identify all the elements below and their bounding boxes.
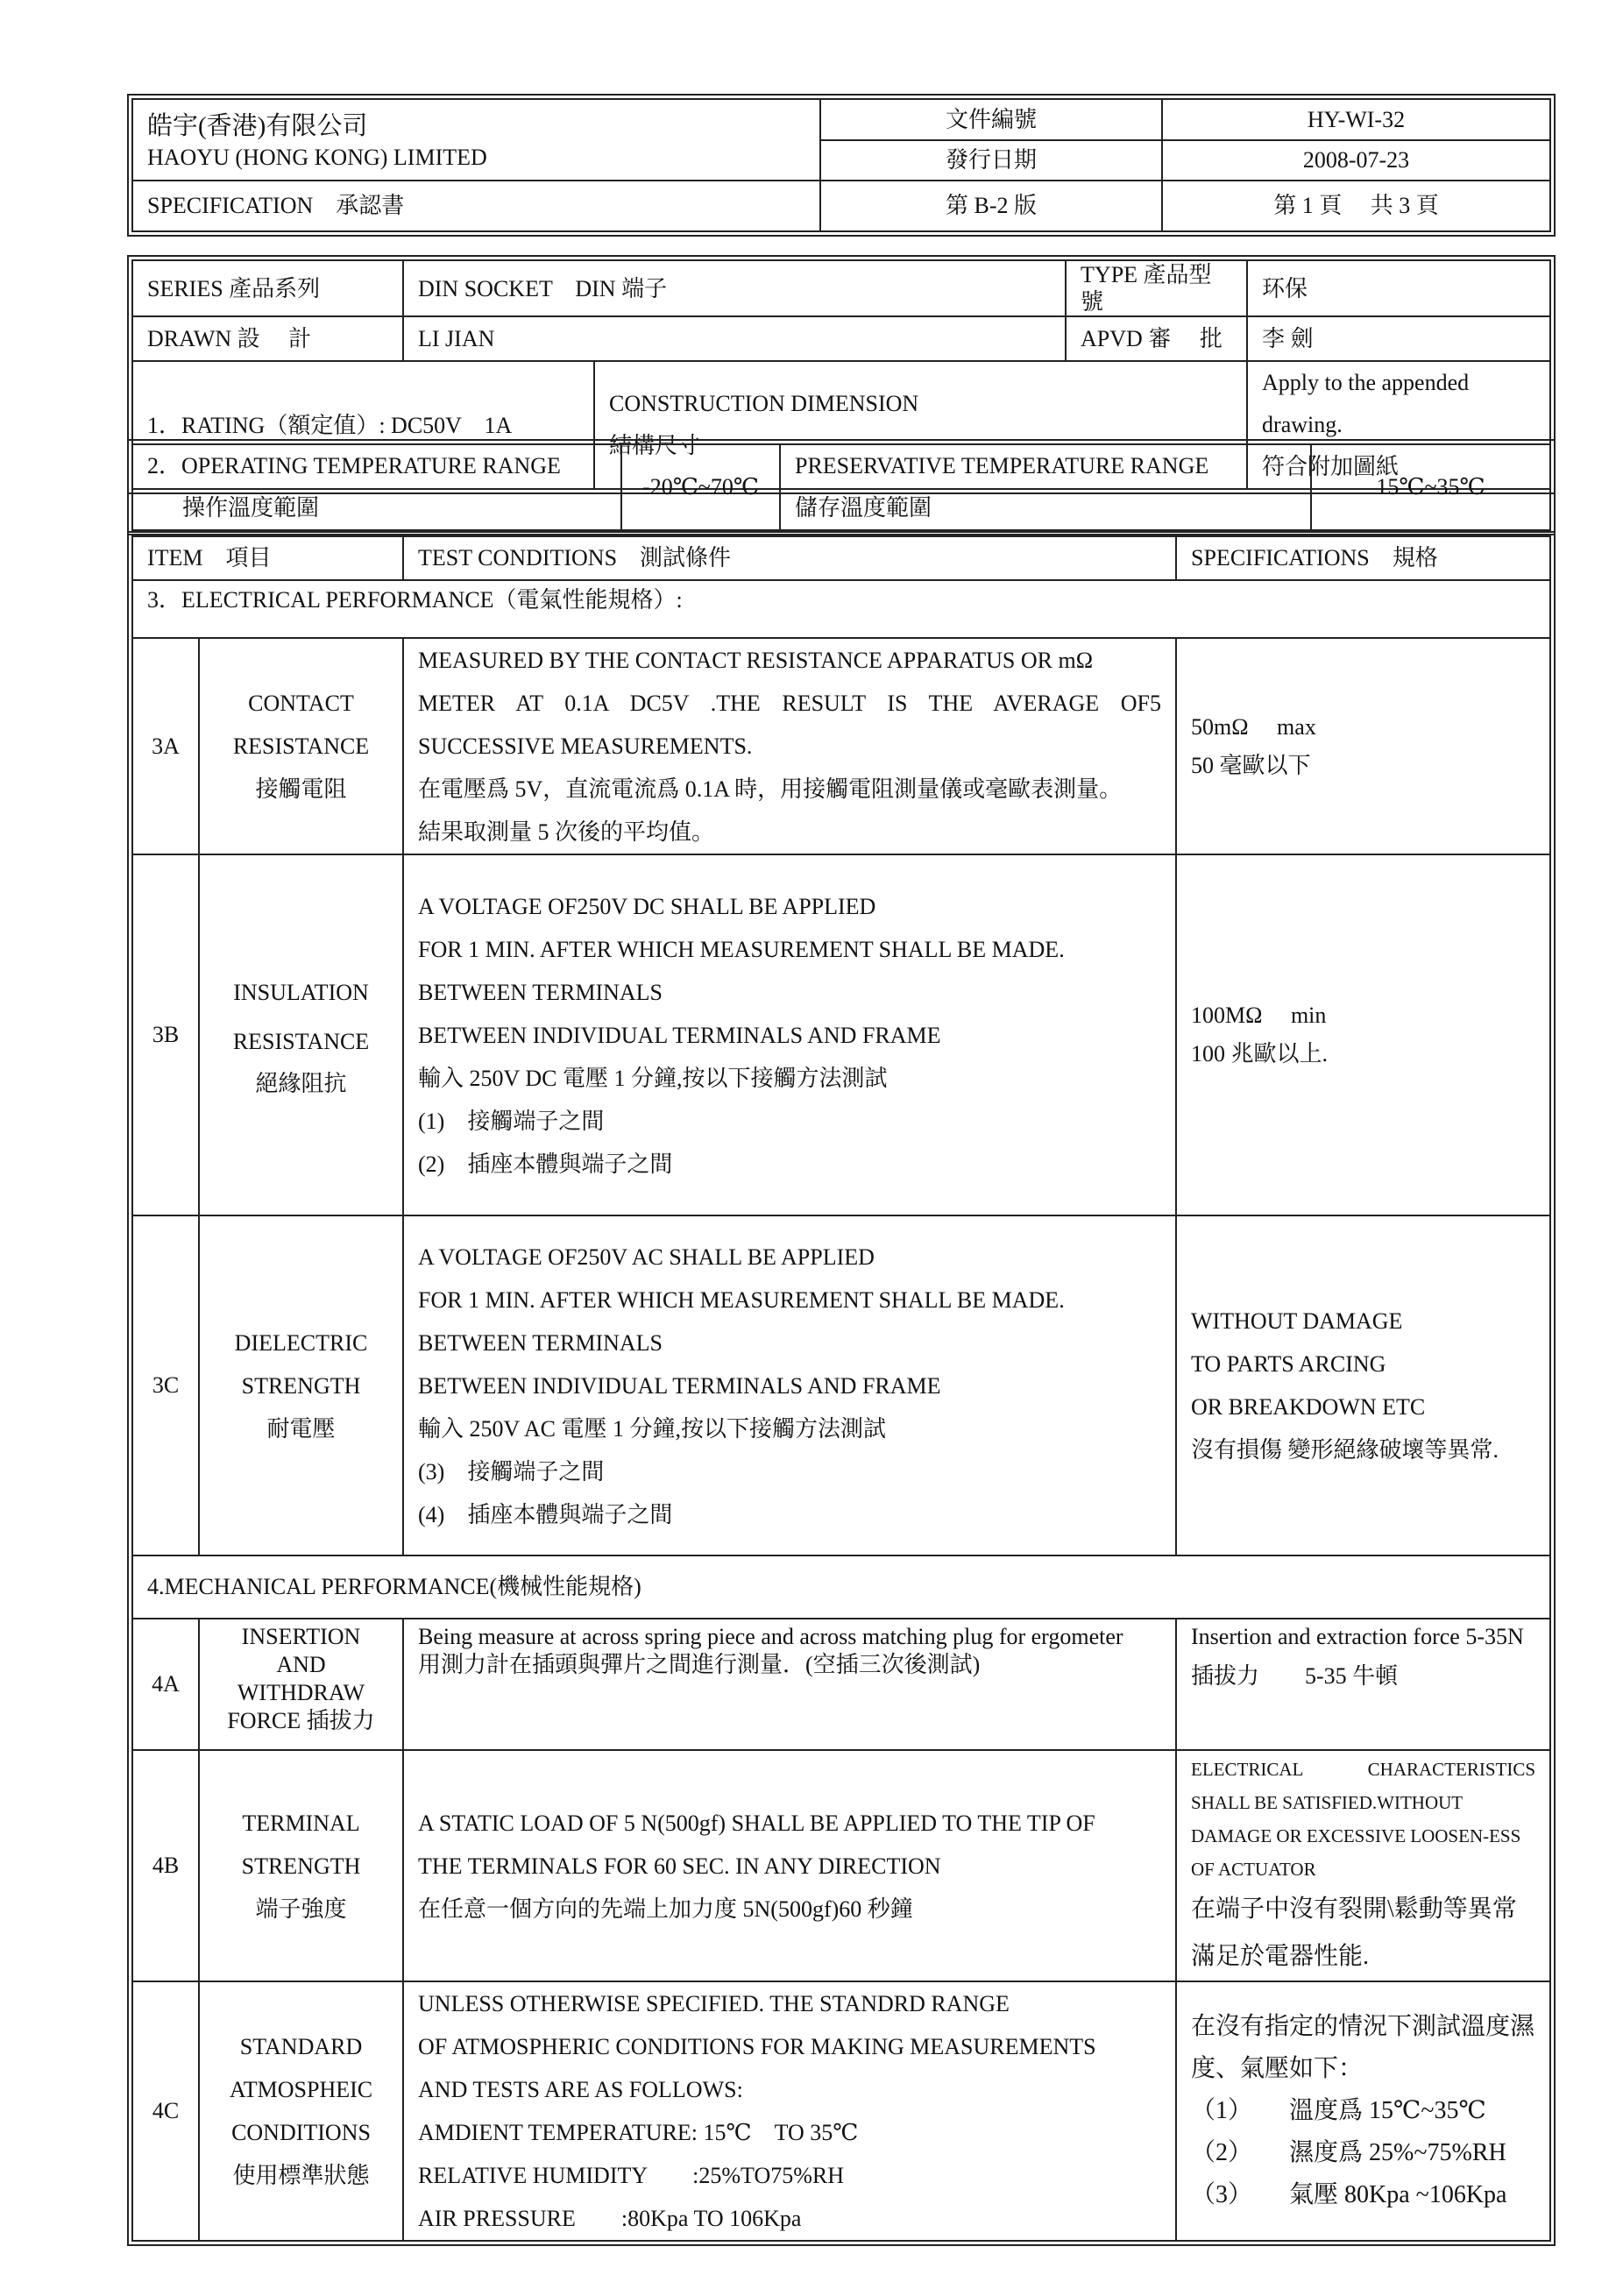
test-line: (4) 插座本體與端子之間	[418, 1501, 673, 1527]
spec-line: 100 兆歐以上.	[1191, 1041, 1329, 1067]
spec-line: 50 毫歐以下	[1191, 752, 1311, 778]
table-row	[132, 854, 1550, 1215]
issue-date-label: 發行日期	[820, 140, 1162, 181]
test-line: THE TERMINALS FOR 60 SEC. IN ANY DIRECTION	[418, 1853, 941, 1879]
item-name-line: TERMINAL	[242, 1810, 360, 1836]
spec-line: OR BREAKDOWN ETC	[1191, 1394, 1426, 1420]
item-id: 3A	[132, 638, 199, 854]
spec-line: 插拔力 5-35 牛頓	[1191, 1663, 1399, 1689]
type-value: 环保	[1247, 260, 1550, 316]
item-name	[199, 1215, 403, 1555]
test-line: 輸入 250V DC 電壓 1 分鐘,按以下接觸方法測試	[418, 1065, 888, 1091]
spec-line: （1） 溫度爲 15℃~35℃	[1191, 2097, 1486, 2124]
test-line: (1) 接觸端子之間	[418, 1108, 605, 1134]
table-row	[132, 638, 1550, 854]
apvd-label: APVD 審 批	[1066, 316, 1247, 361]
test-line: A VOLTAGE OF250V DC SHALL BE APPLIED	[418, 893, 876, 919]
item-id: 4B	[132, 1750, 199, 1981]
spec-line: （3） 氣壓 80Kpa ~106Kpa	[1191, 2181, 1507, 2208]
doc-number-value: HY-WI-32	[1162, 99, 1550, 140]
spec-line: （2） 濕度爲 25%~75%RH	[1191, 2139, 1506, 2166]
preservative-temp-en: PRESERVATIVE TEMPERATURE RANGE	[795, 453, 1209, 478]
spec-line: 滿足於電器性能.	[1191, 1943, 1370, 1970]
spec-line: DAMAGE OR EXCESSIVE LOOSEN-ESS OF ACTUATOR	[1191, 1825, 1521, 1880]
test-condition	[403, 854, 1176, 1215]
test-line: 在電壓爲 5V，直流電流爲 0.1A 時，用接觸電阻測量儀或毫歐表測量。	[418, 776, 1123, 802]
doc-number-label: 文件編號	[820, 99, 1162, 140]
document-header	[131, 98, 1551, 232]
table-row	[132, 1750, 1550, 1981]
test-condition	[403, 1215, 1176, 1555]
test-line: BETWEEN TERMINALS	[418, 979, 663, 1005]
drawn-label: DRAWN 設 計	[132, 316, 403, 361]
specification	[1176, 638, 1550, 854]
page-indicator: 第 1 頁 共 3 頁	[1162, 181, 1550, 231]
item-name-line: 絕緣阻抗	[255, 1071, 347, 1096]
item-name-line: INSULATION	[233, 980, 369, 1005]
test-condition	[403, 638, 1176, 854]
item-name-line: RESISTANCE	[232, 733, 370, 759]
specification	[1176, 1619, 1550, 1750]
item-name-line: WITHDRAW	[237, 1680, 365, 1705]
specification	[1176, 1981, 1550, 2241]
spec-line: 50mΩ max	[1191, 713, 1316, 740]
test-line: (3) 接觸端子之間	[418, 1458, 605, 1485]
spec-line: WITHOUT DAMAGE	[1191, 1308, 1403, 1334]
spec-line: 沒有損傷 變形絕緣破壞等異常.	[1191, 1437, 1499, 1463]
test-line: BETWEEN INDIVIDUAL TERMINALS AND FRAME	[418, 1022, 941, 1048]
issue-date-value: 2008-07-23	[1162, 140, 1550, 181]
test-line: FOR 1 MIN. AFTER WHICH MEASUREMENT SHALL BE MADE.	[418, 936, 1065, 962]
operating-temp-en: 2．OPERATING TEMPERATURE RANGE	[147, 453, 561, 478]
item-name-line: INSERTION	[241, 1624, 361, 1649]
column-header-spec: SPECIFICATIONS 規格	[1176, 536, 1550, 580]
column-header-row	[132, 536, 1550, 580]
test-line: 輸入 250V AC 電壓 1 分鐘,按以下接觸方法測試	[418, 1415, 887, 1442]
series-label: SERIES 產品系列	[132, 260, 403, 316]
test-line: A STATIC LOAD OF 5 N(500gf) SHALL BE APPLIED TO THE TIP OF	[418, 1810, 1095, 1836]
spec-line: 在端子中沒有裂開\鬆動等異常	[1191, 1896, 1517, 1923]
item-name-line: STRENGTH	[241, 1853, 361, 1879]
preservative-temp-cell	[780, 444, 1311, 530]
test-condition	[403, 1981, 1176, 2241]
item-name	[199, 1981, 403, 2241]
item-name-line: DIELECTRIC	[234, 1329, 368, 1356]
item-name	[199, 638, 403, 854]
item-name-line: AND	[276, 1652, 326, 1677]
item-name-line: STRENGTH	[241, 1372, 361, 1399]
version-label: 第 B-2 版	[820, 181, 1162, 231]
test-line: AMDIENT TEMPERATURE: 15℃ TO 35℃	[418, 2120, 859, 2145]
test-line: Being measure at across spring piece and across matching plug for ergometer	[418, 1624, 1123, 1649]
test-line: 結果取測量 5 次後的平均值。	[418, 819, 715, 845]
item-name	[199, 1750, 403, 1981]
test-line: RELATIVE HUMIDITY :25%TO75%RH	[418, 2163, 845, 2188]
test-line: (2) 插座本體與端子之間	[418, 1151, 673, 1177]
section-4-title: 4.MECHANICAL PERFORMANCE(機械性能規格)	[132, 1555, 1550, 1619]
item-id: 3B	[132, 854, 199, 1215]
table-row	[132, 1619, 1550, 1750]
column-header-test: TEST CONDITIONS 測試條件	[403, 536, 1176, 580]
series-value: DIN SOCKET DIN 端子	[403, 260, 1066, 316]
operating-temp-cn: 操作溫度範圍	[182, 495, 320, 521]
spec-title: SPECIFICATION 承認書	[132, 181, 820, 231]
apply-drawing-cn: 符合附加圖紙	[1262, 454, 1400, 480]
item-name-line: CONTACT	[248, 691, 354, 716]
spec-line: Insertion and extraction force 5-35N	[1191, 1624, 1524, 1649]
item-name-line: 使用標準狀態	[232, 2163, 370, 2188]
table-row	[132, 1215, 1550, 1555]
test-line: METER AT 0.1A DC5V .THE RESULT IS THE AVERAGE OF5	[418, 691, 1162, 716]
item-id: 4A	[132, 1619, 199, 1750]
specification	[1176, 1750, 1550, 1981]
test-line: BETWEEN INDIVIDUAL TERMINALS AND FRAME	[418, 1372, 941, 1399]
table-row	[132, 1981, 1550, 2241]
test-condition	[403, 1619, 1176, 1750]
spec-table	[131, 535, 1551, 2242]
test-line: AIR PRESSURE :80Kpa TO 106Kpa	[418, 2206, 802, 2231]
spec-line: TO PARTS ARCING	[1191, 1351, 1386, 1377]
operating-temp-cell	[132, 444, 621, 530]
item-name-line: FORCE 插拔力	[227, 1708, 375, 1733]
test-line: OF ATMOSPHERIC CONDITIONS FOR MAKING MEASUREMENTS	[418, 2034, 1096, 2059]
item-name-line: ATMOSPHEIC	[229, 2077, 373, 2102]
company-name-cn: 皓宇(香港)有限公司	[147, 111, 368, 140]
item-name-line: 耐電壓	[266, 1415, 336, 1442]
test-line: AND TESTS ARE AS FOLLOWS:	[418, 2077, 743, 2102]
test-line: MEASURED BY THE CONTACT RESISTANCE APPARATUS OR mΩ	[418, 648, 1094, 673]
construction-cn: 結構尺寸	[609, 433, 701, 459]
test-line: 在任意一個方向的先端上加力度 5N(500gf)60 秒鐘	[418, 1896, 913, 1922]
test-line: A VOLTAGE OF250V AC SHALL BE APPLIED	[418, 1244, 875, 1270]
rating-cell: 1．RATING（額定值）: DC50V 1A	[132, 361, 594, 489]
item-id: 4C	[132, 1981, 199, 2241]
test-line: BETWEEN TERMINALS	[418, 1329, 663, 1356]
test-line: FOR 1 MIN. AFTER WHICH MEASUREMENT SHALL BE MADE.	[418, 1286, 1065, 1313]
apply-drawing-en: Apply to the appended drawing.	[1262, 370, 1470, 438]
spec-line: 100MΩ min	[1191, 1003, 1327, 1028]
preservative-temp-value: 15℃~35℃	[1311, 444, 1550, 530]
item-name-line: STANDARD	[239, 2034, 363, 2059]
item-name	[199, 854, 403, 1215]
company-name-cell	[132, 99, 820, 181]
test-line: 用測力計在插頭與彈片之間進行測量．(空插三次後測試)	[418, 1652, 981, 1677]
drawn-value: LI JIAN	[403, 316, 1066, 361]
item-name-line: 端子強度	[255, 1896, 347, 1922]
item-name	[199, 1619, 403, 1750]
company-name-en: HAOYU (HONG KONG) LIMITED	[147, 144, 487, 170]
construction-en: CONSTRUCTION DIMENSION	[609, 391, 919, 417]
spec-line: ELECTRICAL CHARACTERISTICS SHALL BE SATISFIED.WITHOUT	[1191, 1759, 1536, 1813]
temperature-table	[131, 443, 1551, 531]
apvd-value: 李 劍	[1247, 316, 1550, 361]
specification	[1176, 854, 1550, 1215]
column-header-item: ITEM 項目	[132, 536, 403, 580]
specification	[1176, 1215, 1550, 1555]
test-line: UNLESS OTHERWISE SPECIFIED. THE STANDRD RANGE	[418, 1991, 1010, 2016]
operating-temp-value: -20℃~70℃	[621, 444, 780, 530]
test-condition	[403, 1750, 1176, 1981]
spec-line: 在沒有指定的情況下測試溫度濕度、氣壓如下：	[1191, 2013, 1535, 2082]
section-3-title: 3．ELECTRICAL PERFORMANCE（電氣性能規格）:	[132, 580, 1550, 638]
test-line: SUCCESSIVE MEASUREMENTS.	[418, 733, 753, 759]
item-name-line: RESISTANCE	[232, 1029, 370, 1054]
type-label: TYPE 產品型號	[1066, 260, 1247, 316]
item-name-line: CONDITIONS	[231, 2120, 371, 2145]
item-name-line: 接觸電阻	[255, 776, 347, 802]
item-id: 3C	[132, 1215, 199, 1555]
preservative-temp-cn: 儲存溫度範圍	[795, 495, 932, 521]
